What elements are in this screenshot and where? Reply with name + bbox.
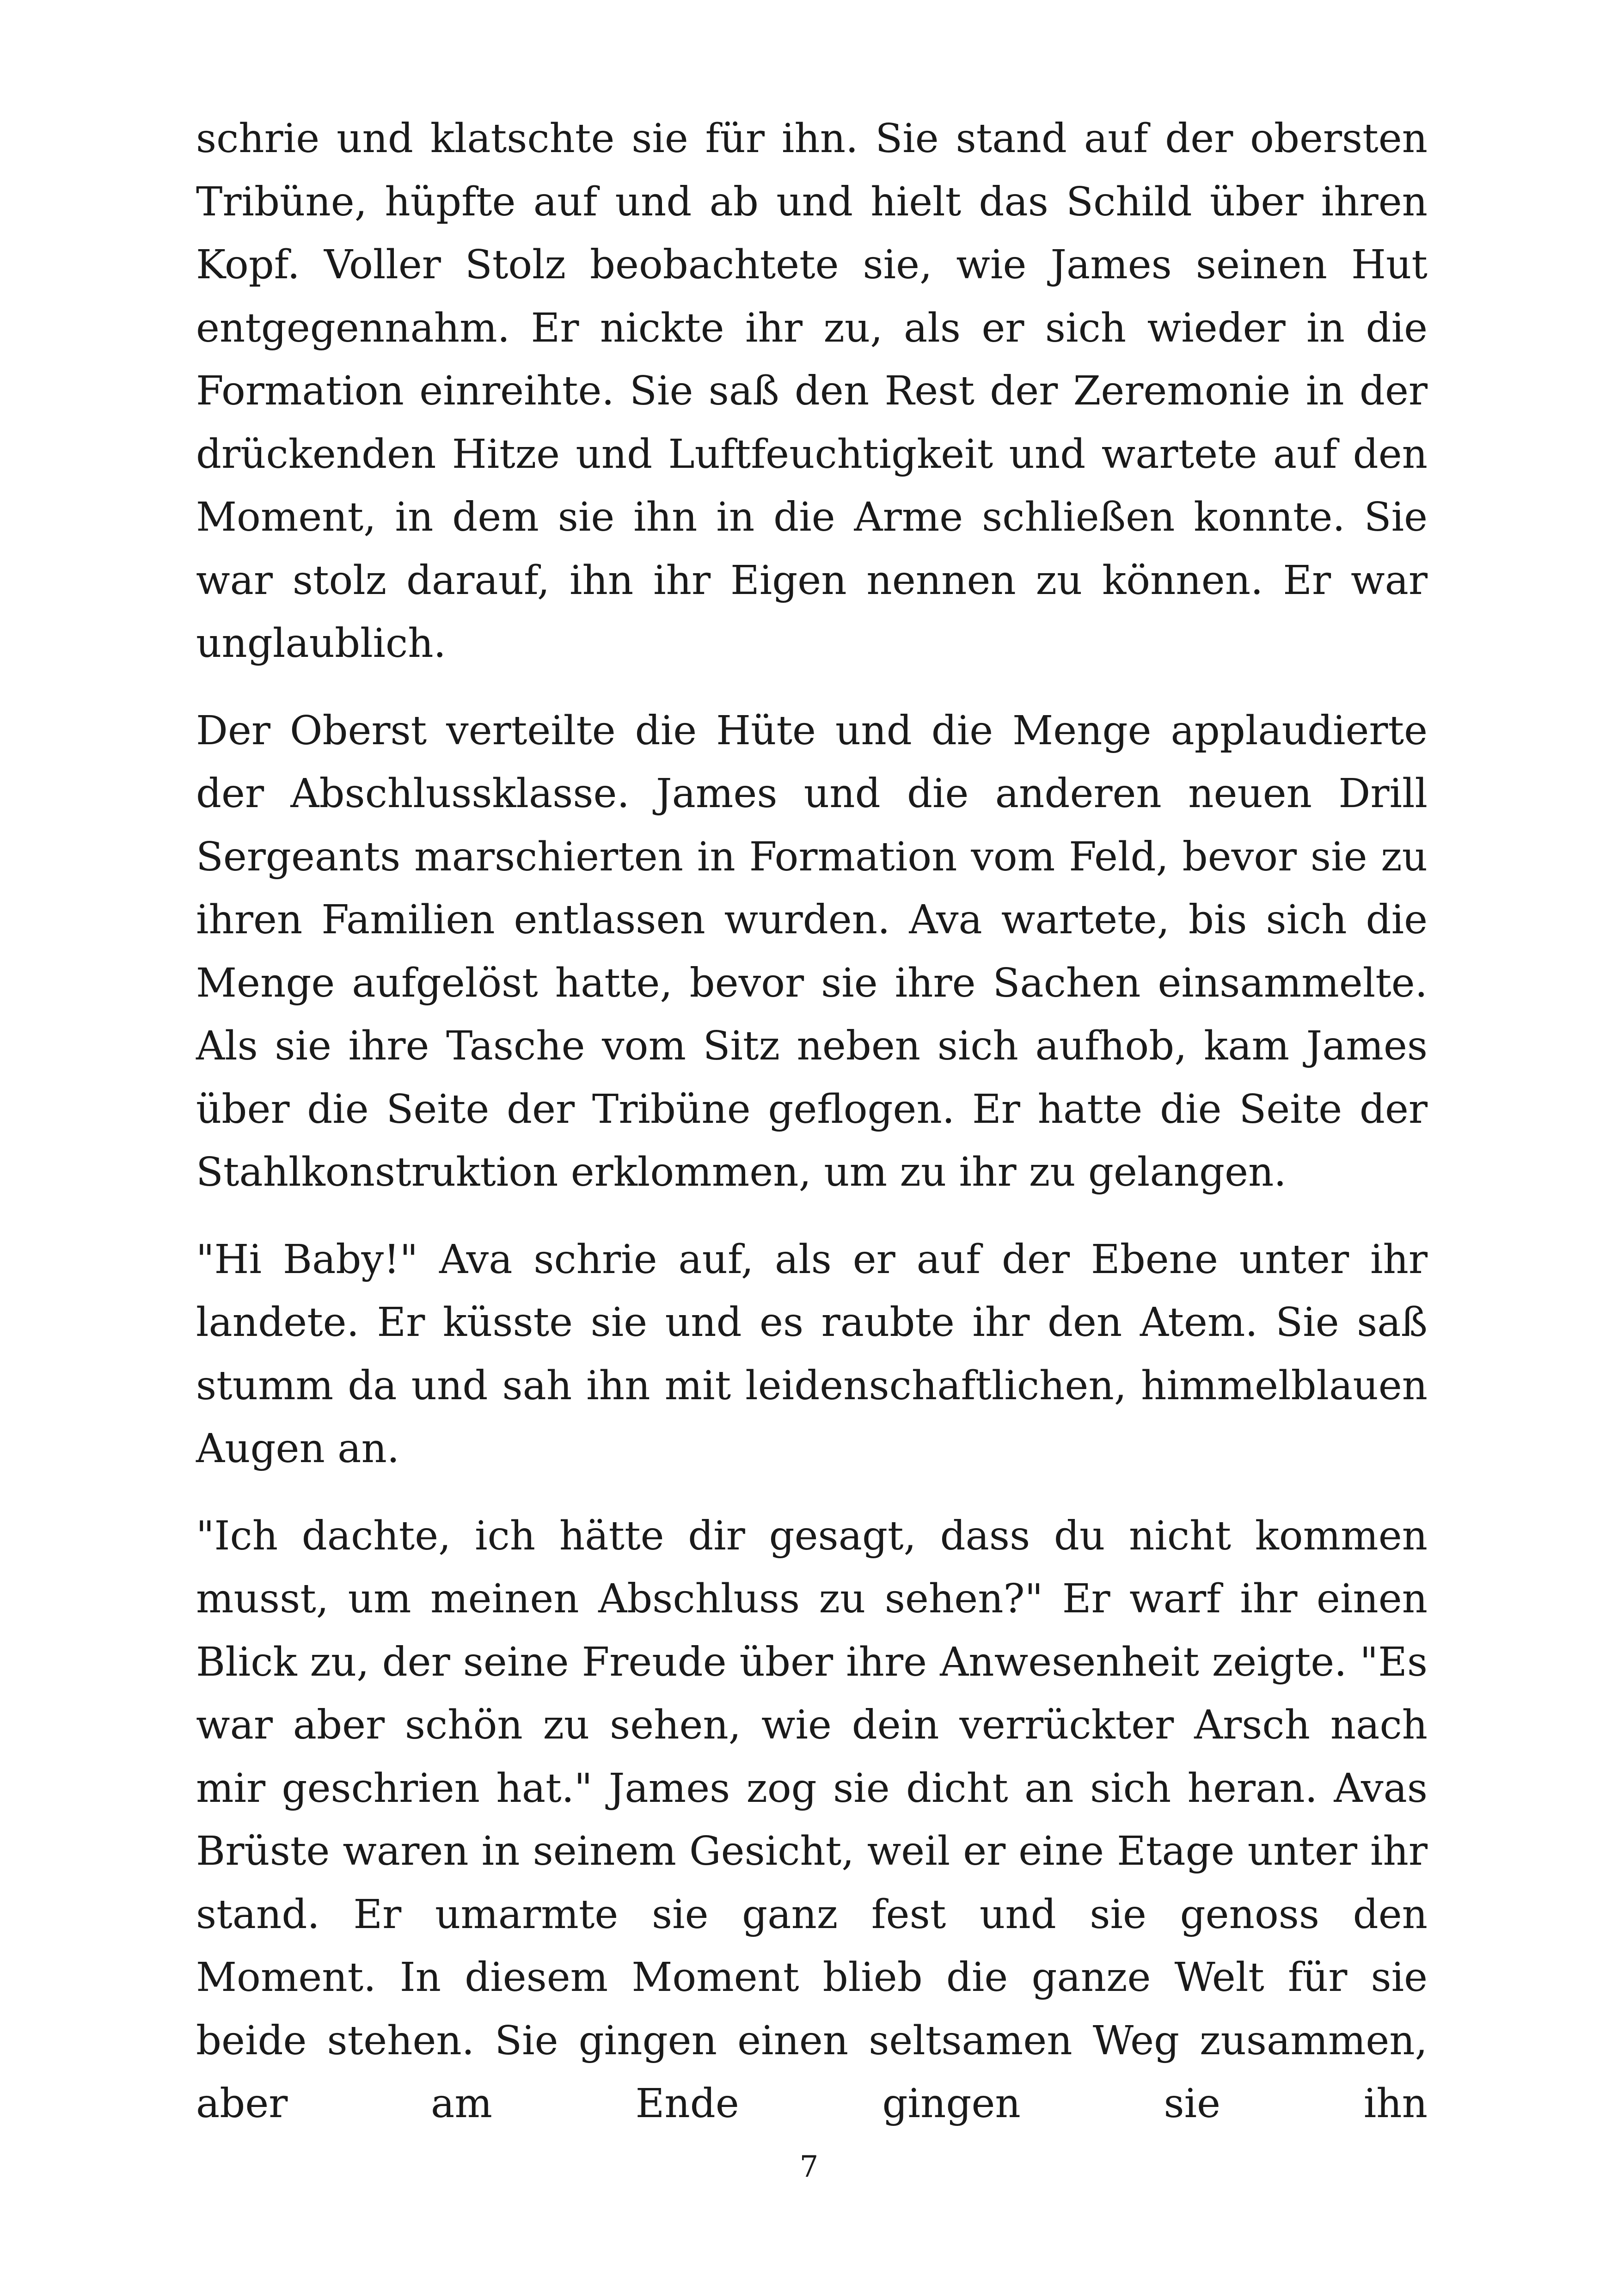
page-number: 7 (799, 2150, 819, 2184)
paragraph-1: schrie und klatschte sie für ihn. Sie stand auf der obersten Tribüne, hüpfte auf und ab und hielt das Schild über ihren Kopf. Voller Stolz beobachtete sie, wie James seinen Hut entgegennahm. Er nickte ihr zu, als er sich wieder in die Formation einreihte. Sie saß den Rest der Zeremonie in der drückenden Hitze und Luftfeuchtigkeit und wartete auf den Moment, in dem sie ihn in die Arme schließen konnte. Sie war stolz darauf, ihn ihr Eigen nennen zu können. Er war unglaublich. (196, 116, 1428, 667)
body-text (196, 107, 1428, 2136)
paragraph-3: "Hi Baby!" Ava schrie auf, als er auf der Ebene unter ihr landete. Er küsste sie und es raubte ihr den Atem. Sie saß stumm da und sah ihn mit leidenschaftlichen, himmelblauen Augen an. (196, 1236, 1428, 1472)
paragraph-2: Der Oberst verteilte die Hüte und die Menge applaudierte der Abschlussklasse. James und die anderen neuen Drill Sergeants marschierten in Formation vom Feld, bevor sie zu ihren Familien entlassen wurden. Ava wartete, bis sich die Menge aufgelöst hatte, bevor sie ihre Sachen einsammelte. Als sie ihre Tasche vom Sitz neben sich aufhob, kam James über die Seite der Tribüne geflogen. Er hatte die Seite der Stahlkonstruktion erklommen, um zu ihr zu gelangen. (196, 707, 1428, 1195)
paragraph-4: "Ich dachte, ich hätte dir gesagt, dass du nicht kommen musst, um meinen Abschluss zu sehen?" Er warf ihr einen Blick zu, der seine Freude über ihre Anwesenheit zeigte. "Es war aber schön zu sehen, wie dein verrückter Arsch nach mir geschrien hat." James zog sie dicht an sich heran. Avas Brüste waren in seinem Gesicht, weil er eine Etage unter ihr stand. Er umarmte sie ganz fest und sie genoss den Moment. In diesem Moment blieb die ganze Welt für sie beide stehen. Sie gingen einen seltsamen Weg zusammen, aber am Ende gingen sie ihn (196, 1512, 1428, 2127)
